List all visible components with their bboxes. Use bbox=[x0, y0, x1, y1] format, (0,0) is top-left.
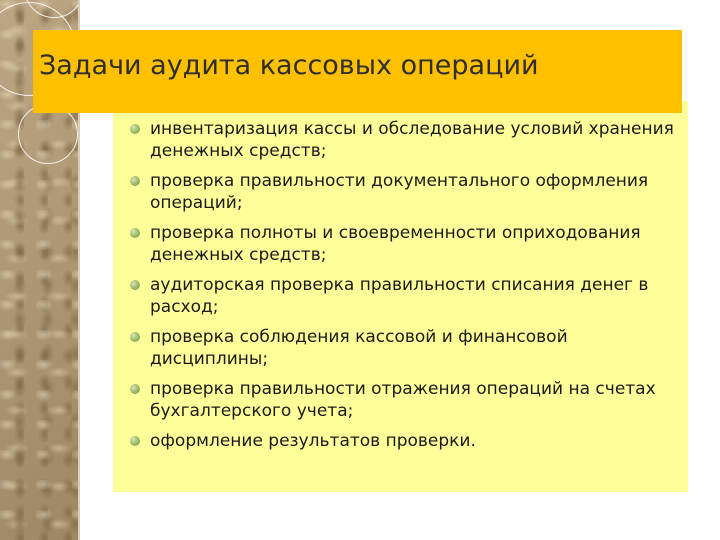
bullet-text: оформление результатов проверки. bbox=[150, 431, 476, 451]
bullet-item bbox=[128, 274, 688, 318]
bullet-text: проверка соблюдения кассовой и финансовой дисциплины; bbox=[150, 327, 568, 369]
bullet-text: проверка правильности документального оформления операций; bbox=[150, 171, 649, 213]
decorative-circle bbox=[18, 104, 78, 164]
bullet-dot-icon bbox=[130, 384, 140, 394]
bullet-list bbox=[128, 118, 688, 460]
bullet-text: инвентаризация кассы и обследование условий хранения денежных средств; bbox=[150, 119, 674, 161]
bullet-dot-icon bbox=[130, 228, 140, 238]
bullet-text: проверка полноты и своевременности оприходования денежных средств; bbox=[150, 223, 641, 265]
bullet-dot-icon bbox=[130, 332, 140, 342]
slide-title: Задачи аудита кассовых операций bbox=[39, 50, 539, 81]
bullet-item bbox=[128, 222, 688, 266]
bullet-item bbox=[128, 118, 688, 162]
bullet-dot-icon bbox=[130, 280, 140, 290]
bullet-item bbox=[128, 378, 688, 422]
bullet-text: аудиторская проверка правильности списания денег в расход; bbox=[150, 275, 649, 317]
bullet-item bbox=[128, 170, 688, 214]
bullet-dot-icon bbox=[130, 176, 140, 186]
bullet-item bbox=[128, 326, 688, 370]
bullet-dot-icon bbox=[130, 436, 140, 446]
bullet-item bbox=[128, 430, 688, 452]
bullet-text: проверка правильности отражения операций на счетах бухгалтерского учета; bbox=[150, 379, 656, 421]
bullet-dot-icon bbox=[130, 124, 140, 134]
